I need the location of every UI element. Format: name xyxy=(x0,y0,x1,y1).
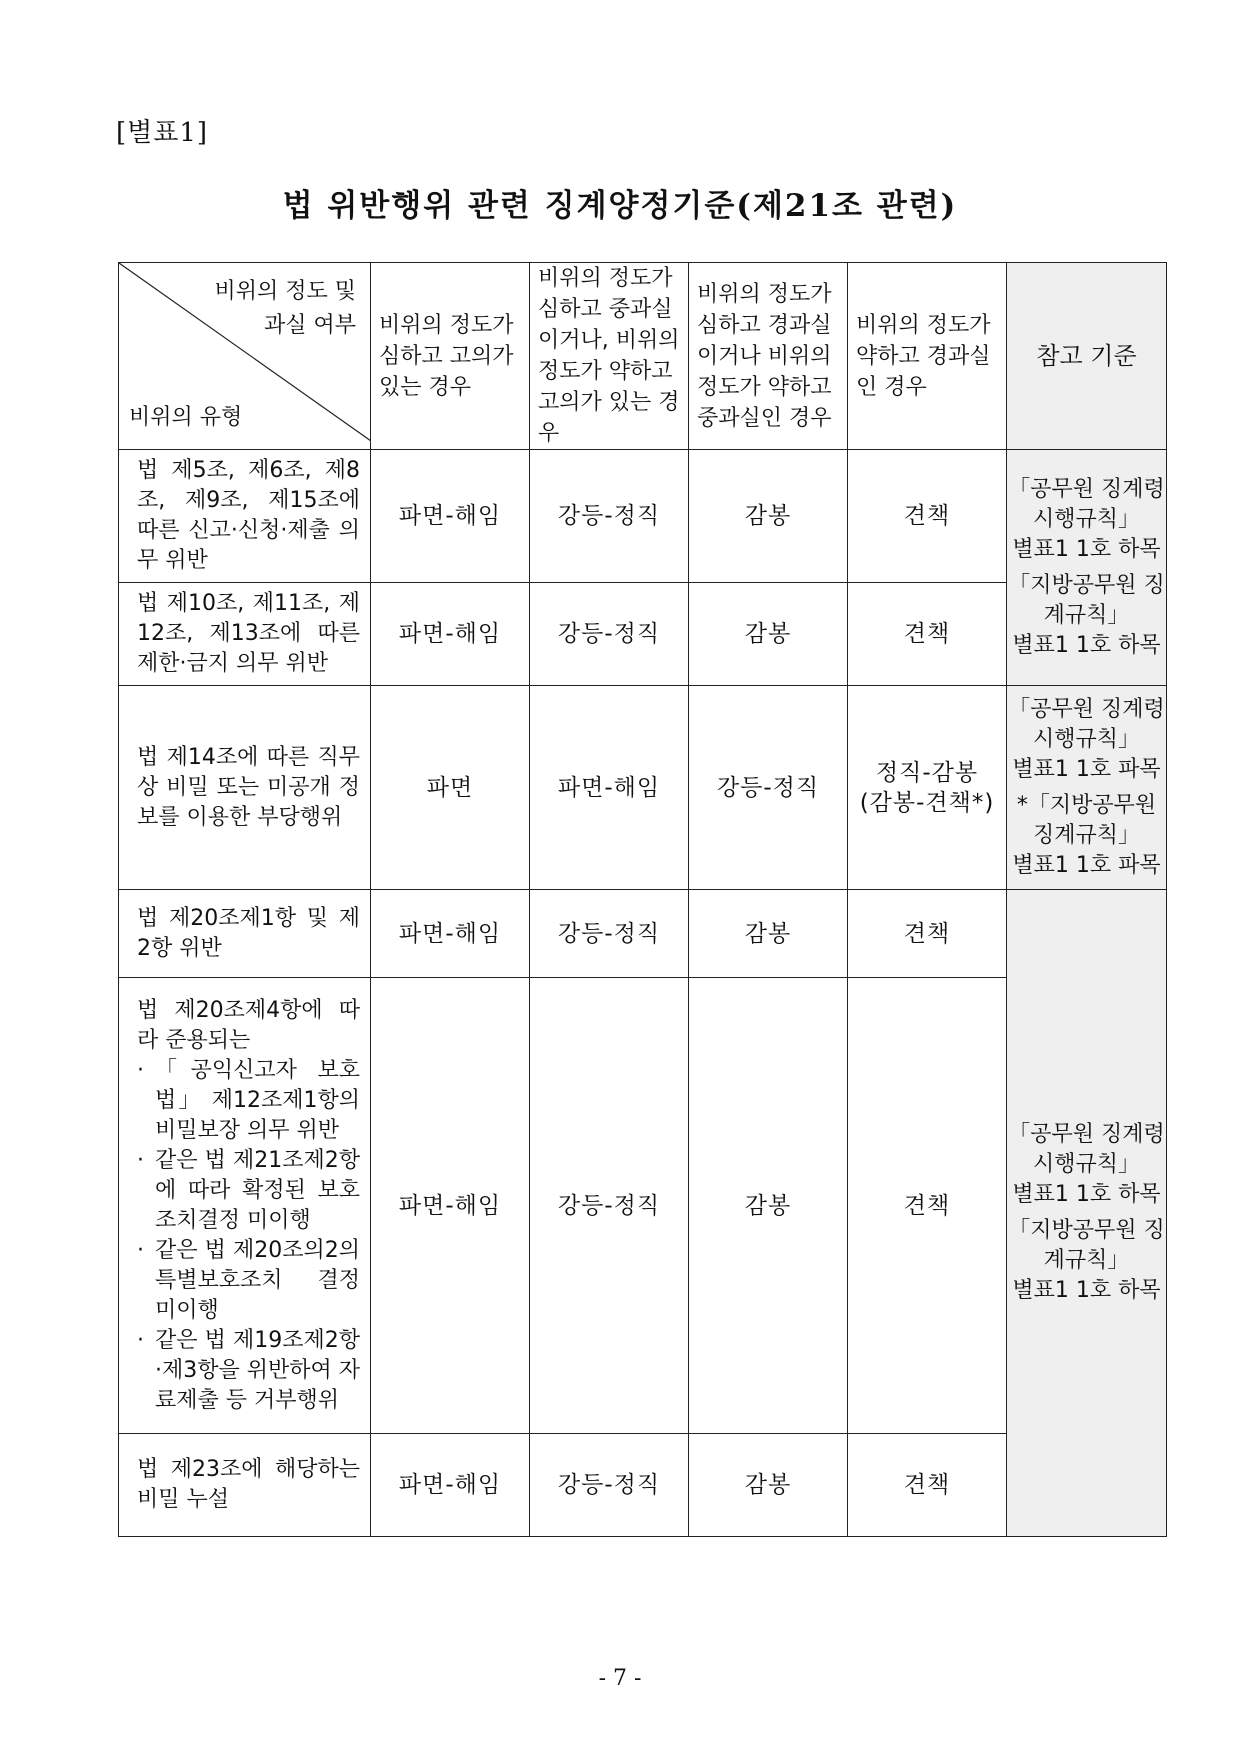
reference-item: 별표1 1호 하목 xyxy=(1012,1278,1161,1303)
violation-type: 법 제5조, 제6조, 제8조, 제9조, 제15조에 따른 신고·신청·제출 의무 위반 xyxy=(119,450,371,583)
penalty-cell: 감봉 xyxy=(689,890,848,978)
penalty-cell: 감봉 xyxy=(689,978,848,1434)
penalty-cell: 강등-정직 xyxy=(689,686,848,890)
penalty-cell: 파면-해임 xyxy=(530,686,689,890)
table-row xyxy=(119,890,1167,978)
header-severe-intentional: 비위의 정도가 심하고 고의가 있는 경우 xyxy=(371,263,530,450)
violation-type: 법 제23조에 해당하는 비밀 누설 xyxy=(119,1434,371,1537)
reference-title: *「지방공무원 징계규칙」 xyxy=(1016,792,1157,848)
violation-type: 법 제10조, 제11조, 제12조, 제13조에 따른 제한·금지 의무 위반 xyxy=(119,583,371,686)
violation-type: 법 제20조제1항 및 제2항 위반 xyxy=(119,890,371,978)
reference-title: 「지방공무원 징계규칙」 xyxy=(1008,572,1165,628)
header-mild-light-negligence: 비위의 정도가 약하고 경과실인 경우 xyxy=(848,263,1007,450)
disciplinary-standards-table xyxy=(118,262,1167,1537)
page-number: - 7 - xyxy=(598,1666,642,1691)
penalty-cell: 견책 xyxy=(848,890,1007,978)
list-item xyxy=(137,1056,360,1146)
reference-title: 「공무원 징계령 시행규칙」 xyxy=(1008,1122,1165,1177)
diagonal-top-line2: 과실 여부 xyxy=(263,313,356,338)
reference-item: 별표1 1호 하목 xyxy=(1012,632,1161,658)
diagonal-bottom-label: 비위의 유형 xyxy=(129,405,243,430)
header-severe-light-negligence: 비위의 정도가 심하고 경과실이거나 비위의 정도가 약하고 중과실인 경우 xyxy=(689,263,848,450)
penalty-cell: 파면-해임 xyxy=(371,978,530,1434)
reference-title: 「지방공무원 징계규칙」 xyxy=(1008,1218,1165,1273)
penalty-cell: 강등-정직 xyxy=(530,1434,689,1537)
header-row xyxy=(119,263,1167,450)
reference-item: 별표1 1호 파목 xyxy=(1012,852,1161,878)
penalty-cell: 파면-해임 xyxy=(371,583,530,686)
penalty-cell: 강등-정직 xyxy=(530,583,689,686)
reference-cell xyxy=(1007,450,1167,686)
penalty-cell: 파면-해임 xyxy=(371,1434,530,1537)
table-row xyxy=(119,450,1167,583)
reference-item: 별표1 1호 하목 xyxy=(1012,1182,1161,1207)
penalty-line: 정직-감봉 xyxy=(875,759,979,786)
list-item xyxy=(137,1236,360,1326)
penalty-cell: 파면-해임 xyxy=(371,450,530,583)
violation-type xyxy=(119,978,371,1434)
header-reference: 참고 기준 xyxy=(1007,263,1167,450)
penalty-line-alt: (감봉-견책*) xyxy=(859,789,995,816)
penalty-cell: 감봉 xyxy=(689,450,848,583)
header-severe-gross-negligence: 비위의 정도가 심하고 중과실이거나, 비위의 정도가 약하고 고의가 있는 경우 xyxy=(530,263,689,450)
penalty-cell: 감봉 xyxy=(689,1434,848,1537)
penalty-cell xyxy=(848,686,1007,890)
document-title: 법 위반행위 관련 징계양정기준(제21조 관련) xyxy=(282,188,958,224)
violation-type: 법 제14조에 따른 직무상 비밀 또는 미공개 정보를 이용한 부당행위 xyxy=(119,686,371,890)
penalty-cell: 강등-정직 xyxy=(530,890,689,978)
penalty-cell: 강등-정직 xyxy=(530,978,689,1434)
reference-item: 별표1 1호 하목 xyxy=(1012,536,1161,562)
list-item-text: 「공익신고자 보호법」 제12조제1항의 비밀보장 의무 위반 xyxy=(155,1057,360,1143)
list-item-text: 같은 법 제20조의2의 특별보호조치 결정 미이행 xyxy=(155,1237,360,1323)
penalty-cell: 견책 xyxy=(848,1434,1007,1537)
penalty-cell: 강등-정직 xyxy=(530,450,689,583)
list-item-text: 같은 법 제19조제2항·제3항을 위반하여 자료제출 등 거부행위 xyxy=(155,1327,360,1413)
diagonal-header-cell xyxy=(119,263,371,450)
bullet: · xyxy=(137,1147,144,1173)
penalty-cell: 견책 xyxy=(848,978,1007,1434)
list-item xyxy=(137,1146,360,1236)
appendix-label: [별표1] xyxy=(116,118,209,148)
penalty-cell: 견책 xyxy=(848,583,1007,686)
penalty-cell: 견책 xyxy=(848,450,1007,583)
violation-intro: 법 제20조제4항에 따라 준용되는 xyxy=(137,997,360,1053)
penalty-cell: 파면-해임 xyxy=(371,890,530,978)
list-item-text: 같은 법 제21조제2항에 따라 확정된 보호조치결정 미이행 xyxy=(155,1147,360,1233)
bullet: · xyxy=(137,1237,144,1263)
reference-title: 「공무원 징계령 시행규칙」 xyxy=(1008,476,1165,532)
bullet: · xyxy=(137,1057,144,1083)
list-item xyxy=(137,1326,360,1416)
reference-cell xyxy=(1007,686,1167,890)
reference-item: 별표1 1호 파목 xyxy=(1012,756,1161,782)
reference-cell xyxy=(1007,890,1167,1537)
reference-title: 「공무원 징계령 시행규칙」 xyxy=(1008,696,1165,752)
penalty-cell: 감봉 xyxy=(689,583,848,686)
penalty-cell: 파면 xyxy=(371,686,530,890)
diagonal-top-line1: 비위의 정도 및 xyxy=(214,279,356,304)
bullet: · xyxy=(137,1327,144,1353)
table-row xyxy=(119,686,1167,890)
